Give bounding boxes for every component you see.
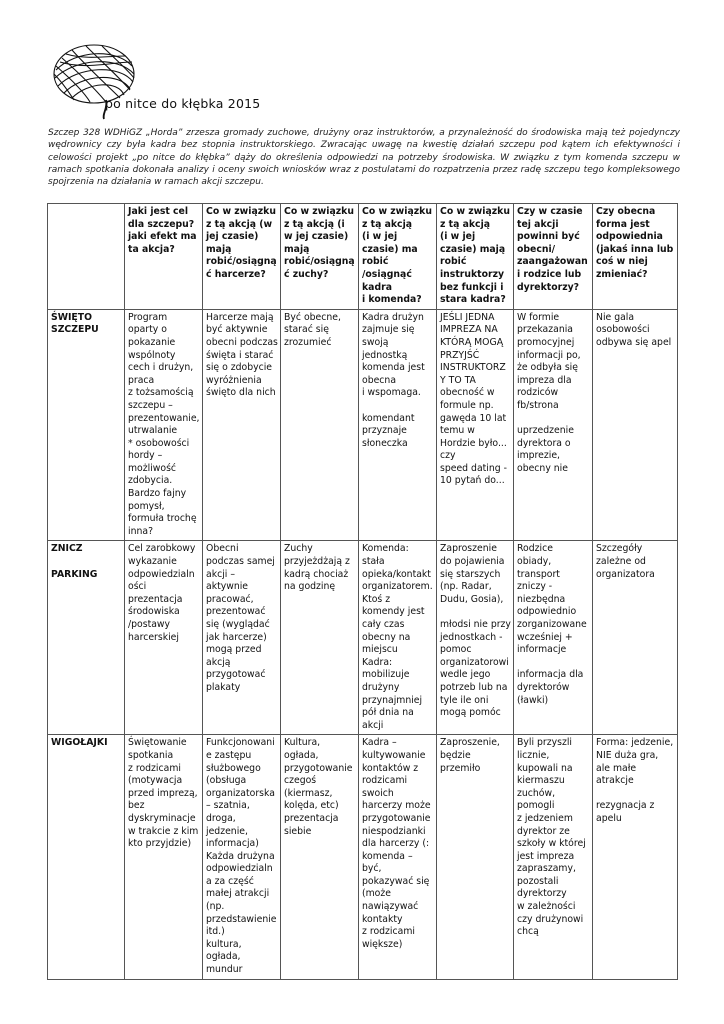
table-cell: Zaproszenie do pojawienia się starszych (np. Radar, Dudu, Gosia), młodsi nie przy jednostkach - pomoc organizatorowi wedle jego potrzeb lub na tyle ile oni mogą pomóc <box>437 541 514 735</box>
table-cell: Świętowanie spotkania z rodzicami (motywacja przed imprezą, bez dyskryminacje w trakcie z kim kto przyjdzie) <box>125 735 203 979</box>
table-cell: Nie gala osobowości odbywa się apel <box>593 309 678 541</box>
table-cell: Rodzice obiady, transport zniczy - niezbędna odpowiednio zorganizowane wcześniej + informacje informacja dla dyrektorów (ławki) <box>514 541 593 735</box>
row-label: ŚWIĘTO SZCZEPU <box>48 309 125 541</box>
table-row <box>48 735 678 979</box>
table-cell: Kadra drużyn zajmuje się swoją jednostką komenda jest obecna i wspomaga. komendant przyznaje słoneczka <box>359 309 437 541</box>
table-cell: Harcerze mają być aktywnie obecni podczas święta i starać się o zdobycie wyróżnienia święto dla nich <box>203 309 281 541</box>
table-header-row <box>48 204 678 310</box>
table-row <box>48 541 678 735</box>
table-row <box>48 309 678 541</box>
intro-paragraph: Szczep 328 WDHiGZ „Horda” zrzesza gromady zuchowe, drużyny oraz instruktorów, a przynależność do środowiska mają też pojedynczy wędrownicy czy była kadra bez stopnia instruktorskiego. Zwracając uwagę na kwestię działań szczepu pod kątem ich efektywności i celowości projekt „po nitce do kłębka” dąży do określenia odpowiedzi na potrzeby środowiska. W związku z tym komenda szczepu w ramach spotkania dokonała analizy i oceny swoich wniosków wraz z postulatami do rozpatrzenia przez radę szczepu tego kompleksowego spojrzenia na działania w ramach akcji szczepu. <box>48 128 680 188</box>
header-cell-form: Czy obecna forma jest odpowiednia (jakaś inna lub coś w niej zmieniać? <box>593 204 678 310</box>
table-cell: Zuchy przyjeżdżają z kadrą chociaż na godzinę <box>281 541 359 735</box>
table-cell: W formie przekazania promocyjnej informacji po, że odbyła się impreza dla rodziców fb/strona uprzedzenie dyrektora o imprezie, obecny nie <box>514 309 593 541</box>
table-cell: Szczegóły zależne od organizatora <box>593 541 678 735</box>
table-cell: Być obecne, starać się zrozumieć <box>281 309 359 541</box>
table-cell: JEŚLI JEDNA IMPREZA NA KTÓRĄ MOGĄ PRZYJŚĆ INSTRUKTORZY TO TA obecność w formule np. gawęda 10 lat temu w Hordzie było... czy speed dating - 10 pytań do... <box>437 309 514 541</box>
table-cell: Kadra – kultywowanie kontaktów z rodzicami swoich harcerzy może przygotowanie niespodzianki dla harcerzy (: komenda – być, pokazywać się (może nawiązywać kontakty z rodzicami większe) <box>359 735 437 979</box>
table-cell: Forma: jedzenie, NIE duża gra, ale małe atrakcje rezygnacja z apelu <box>593 735 678 979</box>
table-cell: Zaproszenie, będzie przemiło <box>437 735 514 979</box>
header-cell-cubs: Co w związku z tą akcją (i w jej czasie) mają robić/osiągnąć zuchy? <box>281 204 359 310</box>
table-cell: Byli przyszli licznie, kupowali na kiermaszu zuchów, pomogli z jedzeniem dyrektor ze szkoły w której jest impreza zapraszamy, pozostali dyrektorzy w zależności czy drużynowi chcą <box>514 735 593 979</box>
header-cell-empty <box>48 204 125 310</box>
header-cell-staff: Co w związku z tą akcją (i w jej czasie) ma robić /osiągnąć kadra i komenda? <box>359 204 437 310</box>
table-cell: Funkcjonowanie zastępu służbowego (obsługa organizatorska – szatnia, droga, jedzenie, informacja) Każda drużyna odpowiedzialna za część małej atrakcji (np. przedstawienie itd.) kultura, ogłada, mundur <box>203 735 281 979</box>
header-cell-scouts: Co w związku z tą akcją (w jej czasie) mają robić/osiągnąć harcerze? <box>203 204 281 310</box>
row-label: ZNICZ PARKING <box>48 541 125 735</box>
row-label: WIGOŁAJKI <box>48 735 125 979</box>
table-cell: Cel zarobkowy wykazanie odpowiedzialności prezentacja środowiska /postawy harcerskiej <box>125 541 203 735</box>
header-cell-parents: Czy w czasie tej akcji powinni być obecni/ zaangażowani rodzice lub dyrektorzy? <box>514 204 593 310</box>
table-cell: Program oparty o pokazanie wspólnoty cech i drużyn, praca z tożsamością szczepu – prezentowanie, utrwalanie * osobowości hordy – możliwość zdobycia. Bardzo fajny pomysł, formuła trochę inna? <box>125 309 203 541</box>
table-cell: Komenda: stała opieka/kontakt organizatorem. Ktoś z komendy jest cały czas obecny na miejscu Kadra: mobilizuje drużyny przynajmniej pół dnia na akcji <box>359 541 437 735</box>
project-title: po nitce do kłębka 2015 <box>105 96 261 111</box>
evaluation-table <box>47 203 678 980</box>
header-cell-instructors: Co w związku z tą akcją (i w jej czasie) mają robić instruktorzy bez funkcji i stara kadra? <box>437 204 514 310</box>
header-cell-goal: Jaki jest cel dla szczepu? jaki efekt ma ta akcja? <box>125 204 203 310</box>
table-cell: Obecni podczas samej akcji – aktywnie pracować, prezentować się (wyglądać jak harcerze) mogą przed akcją przygotować plakaty <box>203 541 281 735</box>
table-cell: Kultura, ogłada, przygotowanie czegoś (kiermasz, kolęda, etc) prezentacja siebie <box>281 735 359 979</box>
